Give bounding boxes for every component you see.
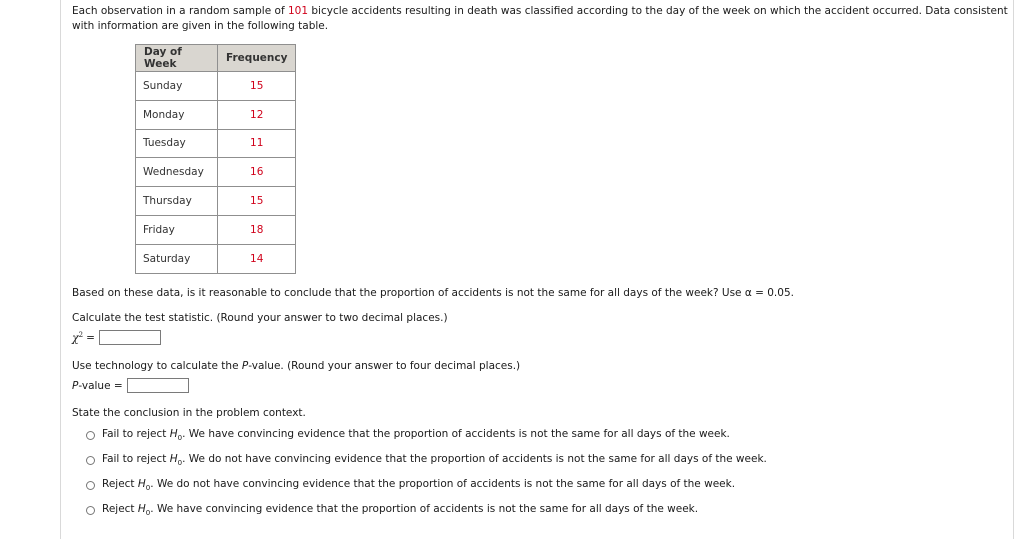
- day-cell: Sunday: [136, 72, 218, 101]
- day-cell: Wednesday: [136, 158, 218, 187]
- option-rest: . We have convincing evidence that the proportion of accidents is not the same for all days of the week.: [150, 503, 699, 515]
- conclusion-option-2[interactable]: [86, 453, 767, 467]
- h-subscript: 0: [145, 484, 151, 493]
- option-rest: . We do not have convincing evidence that the proportion of accidents is not the same for all days of the week.: [150, 478, 736, 490]
- frequency-cell: 15: [218, 72, 296, 101]
- pvalue-label-italic: P: [72, 379, 79, 392]
- chi-letter: χ: [72, 331, 79, 345]
- h-subscript: 0: [177, 434, 183, 443]
- frequency-cell: 16: [218, 158, 296, 187]
- header-day: Day of Week: [136, 45, 218, 72]
- h0-symbol: [137, 478, 151, 493]
- day-cell: Thursday: [136, 187, 218, 216]
- chi-exponent: 2: [78, 330, 84, 339]
- h0-symbol: [169, 453, 183, 468]
- radio-button[interactable]: [86, 456, 95, 465]
- conclusion-option-4[interactable]: [86, 503, 698, 517]
- table-row: [136, 215, 296, 244]
- pvalue-prompt-part-1: Use technology to calculate the: [72, 360, 242, 372]
- table-row: [136, 244, 296, 273]
- option-lead: Fail to reject: [102, 453, 170, 465]
- intro-part-2: bicycle accidents resulting in death was classified according to the day of the week on which the accident occurred. Data consistent with information are given in the following table.: [72, 5, 1008, 32]
- h0-symbol: [137, 503, 151, 518]
- day-cell: Tuesday: [136, 129, 218, 158]
- h0-symbol: [169, 428, 183, 443]
- test-stat-prompt: Calculate the test statistic. (Round your answer to two decimal places.): [72, 312, 448, 324]
- table-row: [136, 72, 296, 101]
- conclusion-option-1[interactable]: [86, 428, 730, 442]
- option-lead: Reject: [102, 503, 138, 515]
- radio-button[interactable]: [86, 431, 95, 440]
- test-stat-row: [72, 330, 161, 345]
- frequency-table: [135, 44, 296, 274]
- frequency-cell: 14: [218, 244, 296, 273]
- h-subscript: 0: [177, 459, 183, 468]
- table-row: [136, 158, 296, 187]
- day-cell: Monday: [136, 100, 218, 129]
- table-row: [136, 129, 296, 158]
- option-lead: Reject: [102, 478, 138, 490]
- h-letter: H: [169, 453, 178, 465]
- option-text: [102, 503, 698, 517]
- header-frequency: Frequency: [218, 45, 296, 72]
- frequency-cell: 12: [218, 100, 296, 129]
- intro-part-1: Each observation in a random sample of: [72, 5, 288, 17]
- h-letter: H: [137, 503, 146, 515]
- h-letter: H: [137, 478, 146, 490]
- option-text: [102, 453, 767, 467]
- option-text: [102, 478, 735, 492]
- option-rest: . We do not have convincing evidence that the proportion of accidents is not the same for all days of the week.: [182, 453, 767, 465]
- option-text: [102, 428, 730, 442]
- pvalue-row: [72, 378, 189, 393]
- table-row: [136, 100, 296, 129]
- intro-text: [72, 4, 1012, 34]
- sample-size: 101: [287, 5, 309, 17]
- question-content: [72, 4, 1012, 518]
- frequency-cell: 15: [218, 187, 296, 216]
- day-cell: Friday: [136, 215, 218, 244]
- frequency-cell: 18: [218, 215, 296, 244]
- h-letter: H: [169, 428, 178, 440]
- equals-sign: =: [86, 331, 95, 344]
- radio-button[interactable]: [86, 481, 95, 490]
- table-row: [136, 187, 296, 216]
- day-cell: Saturday: [136, 244, 218, 273]
- test-stat-input[interactable]: [99, 330, 161, 345]
- chi-square-symbol: [72, 331, 83, 345]
- radio-button[interactable]: [86, 506, 95, 515]
- pvalue-prompt: [72, 359, 520, 373]
- conclusion-option-3[interactable]: [86, 478, 735, 492]
- table-header-row: [136, 45, 296, 72]
- pvalue-input[interactable]: [127, 378, 189, 393]
- option-rest: . We have convincing evidence that the proportion of accidents is not the same for all days of the week.: [182, 428, 730, 440]
- conclusion-prompt: State the conclusion in the problem context.: [72, 407, 306, 419]
- hypothesis-question: Based on these data, is it reasonable to conclude that the proportion of accidents is not the same for all days of the week? Use α = 0.05.: [72, 287, 794, 299]
- pvalue-label: [72, 380, 123, 392]
- frequency-cell: 11: [218, 129, 296, 158]
- h-subscript: 0: [145, 509, 151, 518]
- pvalue-label-rest: -value =: [78, 379, 123, 392]
- pvalue-prompt-part-2: -value. (Round your answer to four decimal places.): [248, 360, 521, 372]
- pvalue-prompt-italic: P: [241, 360, 249, 372]
- option-lead: Fail to reject: [102, 428, 170, 440]
